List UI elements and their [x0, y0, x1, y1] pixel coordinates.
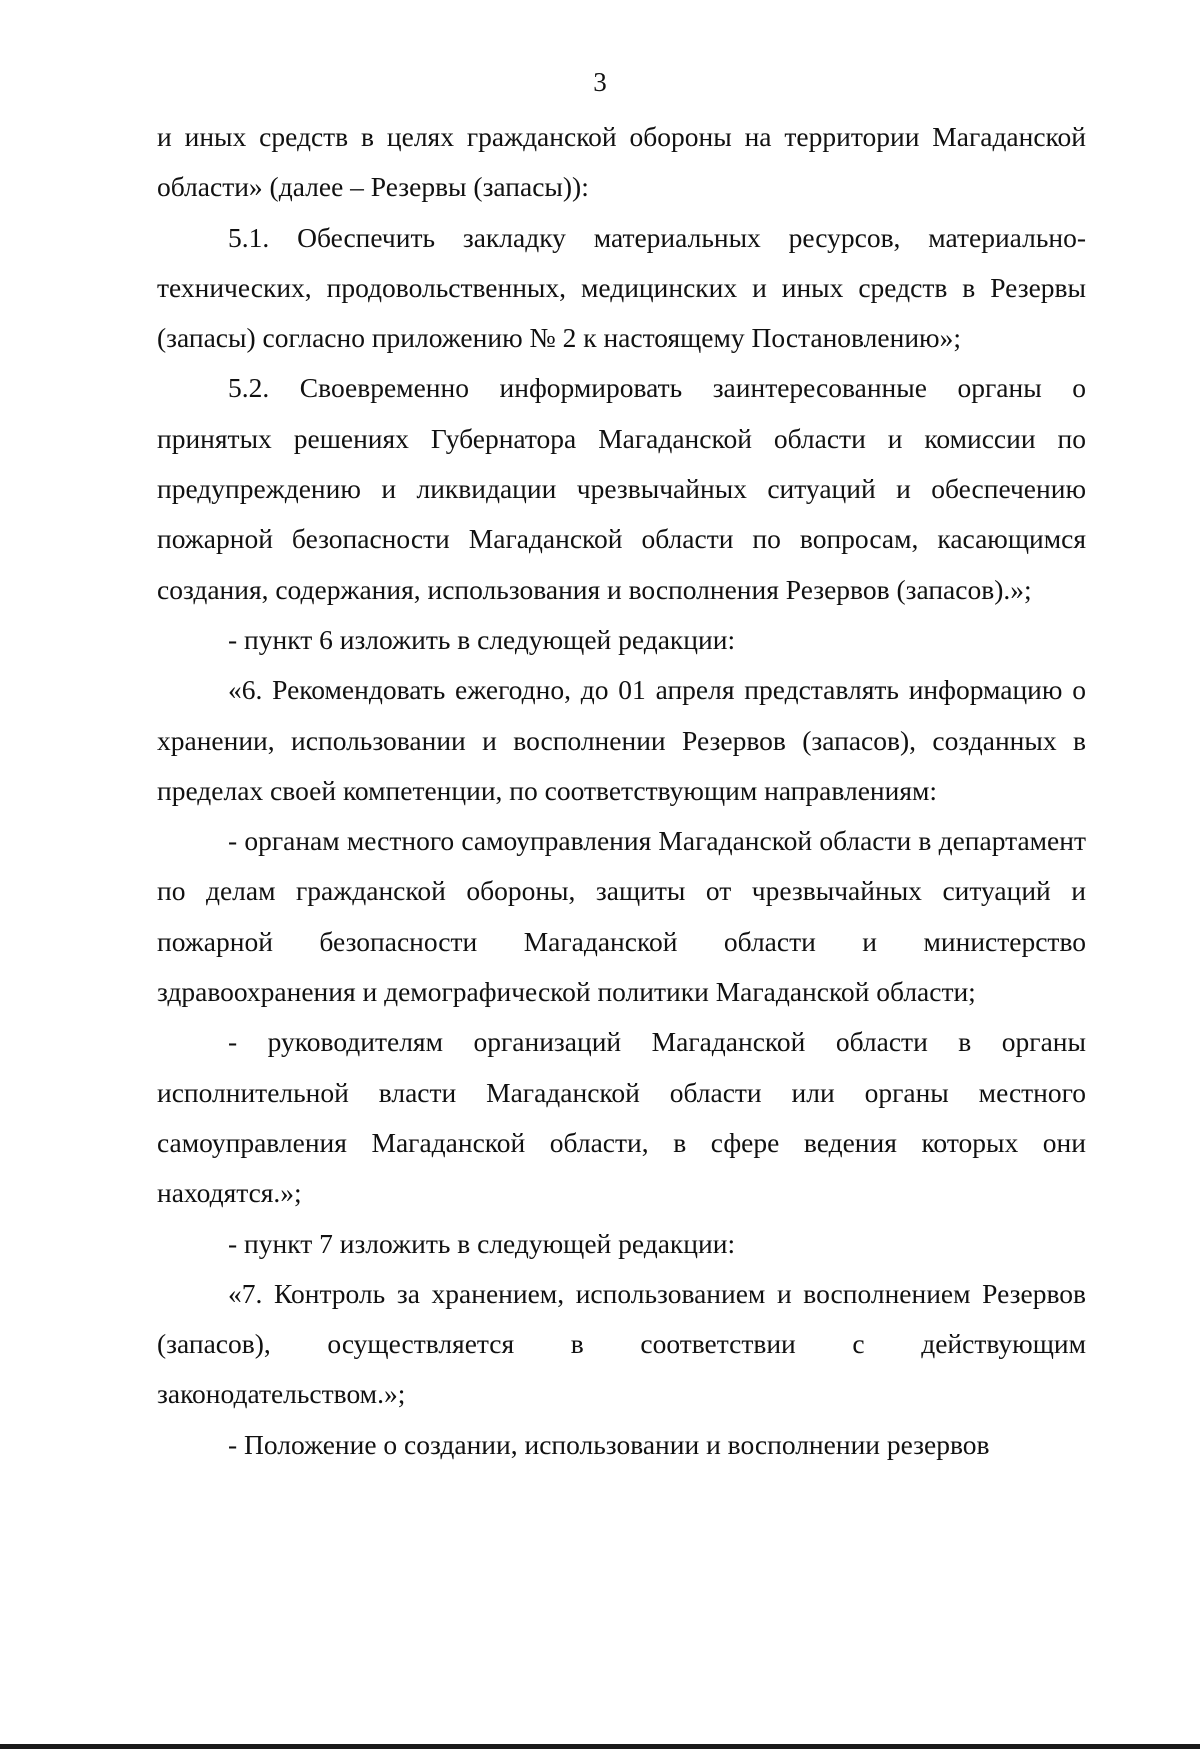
- paragraph-6: «6. Рекомендовать ежегодно, до 01 апреля представлять информацию о хранении, использовании и восполнении Резервов (запасов), созданных в пределах своей компетенции, по соответствующим направлениям:: [157, 674, 1086, 806]
- paragraph-continuation: и иных средств в целях гражданской обороны на территории Магаданской области» (далее – Резервы (запасы)):: [157, 121, 1086, 203]
- paragraph-item-7-intro: - пункт 7 изложить в следующей редакции:: [228, 1227, 736, 1259]
- document-body: [157, 112, 1086, 1470]
- paragraph-regulation: - Положение о создании, использовании и восполнении резервов: [228, 1428, 990, 1460]
- paragraph-6-local-government: - органам местного самоуправления Магаданской области в департамент по делам гражданской обороны, защиты от чрезвычайных ситуаций и пожарной безопасности Магаданской области и министерство здравоохранения и демографической политики Магаданской области;: [157, 825, 1086, 1008]
- page-number: 3: [593, 67, 607, 97]
- bottom-rule: [0, 1744, 1200, 1749]
- paragraph-7: «7. Контроль за хранением, использованием и восполнением Резервов (запасов), осуществляется в соответствии с действующим законодательством.»;: [157, 1277, 1086, 1410]
- paragraph-5-2: 5.2. Своевременно информировать заинтересованные органы о принятых решениях Губернатора Магаданской области и комиссии по предупреждению и ликвидации чрезвычайных ситуаций и обеспечению пожарной безопасности Магаданской области по вопросам, касающимся создания, содержания, использования и восполнения Резервов (запасов).»;: [157, 372, 1086, 605]
- paragraph-5-1: 5.1. Обеспечить закладку материальных ресурсов, материально-технических, продовольственных, медицинских и иных средств в Резервы (запасы) согласно приложению № 2 к настоящему Постановлению»;: [157, 221, 1086, 354]
- paragraph-item-6-intro: - пункт 6 изложить в следующей редакции:: [228, 623, 736, 655]
- paragraph-6-organization-heads: - руководителям организаций Магаданской области в органы исполнительной власти Магаданской области или органы местного самоуправления Магаданской области, в сфере ведения которых они находятся.»;: [157, 1026, 1086, 1209]
